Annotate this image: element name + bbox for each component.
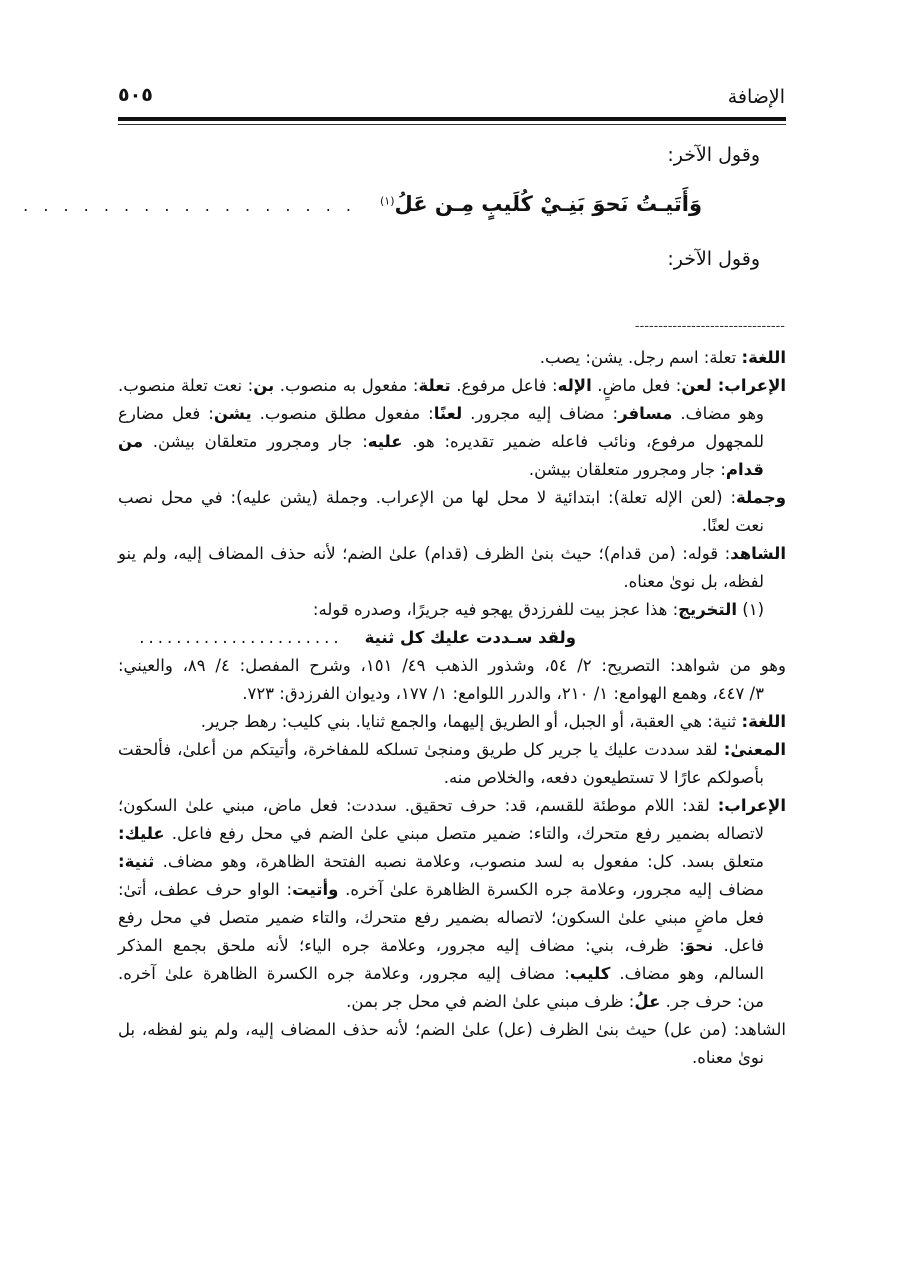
footnote-text: بأصولكم عارًا لا تستطيعون دفعه، والخلاص منه. — [443, 768, 764, 787]
footnote-term: علُ — [634, 992, 661, 1011]
footnote-term: عليك: — [118, 824, 165, 843]
footnote-text: لقد: اللام موطئة للقسم، قد: حرف تحقيق. سددت: فعل ماض، مبني علىٰ السكون؛ — [118, 796, 718, 815]
footnote-text: : الواو حرف عطف، أتىٰ: — [118, 880, 293, 899]
footnote-line — [118, 596, 786, 624]
verse-with-ref — [380, 192, 702, 216]
footnote-line — [118, 484, 786, 512]
footnote-line — [118, 540, 786, 568]
footnote-text: : جار ومجرور متعلقان بيشن. — [143, 432, 368, 451]
footnote-term: الإعراب: لعن — [681, 376, 787, 395]
footnote-text: متعلق بسد. كل: مفعول به لسد منصوب، وعلامة نصبه الفتحة الظاهرة، وهو مضاف. — [154, 852, 764, 871]
header-rule-thin — [118, 124, 786, 125]
footnote-text: لفظه، بل نوىٰ معناه. — [623, 572, 764, 591]
footnote-verse-dots: ...................... — [139, 628, 343, 647]
footnote-text: فاعل. — [713, 936, 764, 955]
footnote-text: لاتصاله بضمير رفع متحرك، والتاء: ضمير متصل مبني علىٰ الضم في محل رفع فاعل. — [164, 824, 764, 843]
footnote-term: لعنًا — [433, 404, 463, 423]
footnote-term: الإله — [557, 376, 592, 395]
footnote-line — [118, 652, 786, 680]
footnote-separator: -------------------------------- — [634, 319, 785, 334]
footnote-text: : فعل ماضٍ. — [591, 376, 682, 395]
footnote-line — [118, 932, 786, 960]
footnotes — [118, 344, 786, 1072]
footnote-text: نعت لعنًا. — [701, 516, 764, 535]
footnote-line — [118, 1044, 786, 1072]
footnote-term: كليب — [569, 964, 611, 983]
footnote-line — [118, 680, 786, 708]
footnote-term: من — [118, 432, 144, 451]
footnote-line — [118, 960, 786, 988]
footnote-line — [118, 372, 786, 400]
footnote-text: : فعل مضارع — [118, 404, 214, 423]
footnote-term: عليه — [367, 432, 403, 451]
footnote-text: : مضاف إليه مجرور، وعلامة جره الكسرة الظاهرة علىٰ آخره. — [118, 964, 570, 983]
verse-text: وَأَتَيـتُ نَحوَ بَنِـيْ كُلَيبٍ مِـن عَلُ — [394, 192, 702, 216]
footnote-term: ثنية: — [118, 852, 155, 871]
footnote-text: : مفعول به منصوب. — [274, 376, 419, 395]
intro-line-1: وقول الآخر: — [667, 144, 760, 166]
footnote-line — [118, 428, 786, 456]
footnote-term: التخريج — [678, 600, 737, 619]
footnote-text: : فاعل مرفوع. — [450, 376, 558, 395]
chapter-title: الإضافة — [727, 86, 785, 108]
footnote-line — [118, 820, 786, 848]
footnote-text: : مفعول مطلق منصوب. — [251, 404, 434, 423]
footnote-term: يشن — [213, 404, 252, 423]
footnote-text: : قوله: (من قدام)؛ حيث بنىٰ الظرف (قدام) علىٰ الضم؛ لأنه حذف المضاف إليه، ولم ينو — [118, 544, 731, 563]
footnote-line — [118, 848, 786, 876]
footnote-text: : ظرف مبني علىٰ الضم في محل جر بمن. — [346, 992, 635, 1011]
footnote-text: من: حرف جر. — [660, 992, 764, 1011]
footnote-text: وهو مضاف. — [672, 404, 764, 423]
footnote-term: مسافر — [618, 404, 673, 423]
footnote-term: قدام — [725, 460, 764, 479]
footnote-text: ثنية: هي العقبة، أو الجبل، أو الطريق إليهما، والجمع ثنايا. بني كليب: رهط جرير. — [200, 712, 742, 731]
footnote-text: : جار ومجرور متعلقان بيشن. — [528, 460, 726, 479]
footnote-term: اللغة: — [741, 712, 786, 731]
footnote-text: : (لعن الإله تعلة): ابتدائية لا محل لها من الإعراب. وجملة (يشن عليه): في محل نصب — [118, 488, 737, 507]
footnote-line — [118, 736, 786, 764]
footnote-line — [118, 512, 786, 540]
footnote-term: الشاهد — [730, 544, 786, 563]
footnote-text: وهو من شواهد: التصريح: ٢/ ٥٤، وشذور الذهب ٤٩/ ١٥١، وشرح المفصل: ٤/ ٨٩، والعيني: — [118, 656, 786, 675]
footnote-term: اللغة: — [741, 348, 786, 367]
footnote-term: بن — [253, 376, 275, 395]
intro-line-2: وقول الآخر: — [667, 248, 760, 270]
footnote-term: نحوَ — [684, 936, 714, 955]
footnote-text: : ظرف، بني: مضاف إليه مجرور، وعلامة جره الياء؛ لأنه ملحق بجمع المذكر — [118, 936, 685, 955]
footnote-line — [118, 1016, 786, 1044]
footnote-text: (١) — [737, 600, 764, 619]
footnote-verse-text: ولقد سـددت عليك كل ثنية — [364, 628, 576, 647]
page-number: ٥٠٥ — [118, 84, 153, 106]
footnote-line — [118, 988, 786, 1016]
footnote-term: المعنىٰ: — [723, 740, 786, 759]
footnote-term: وجملة — [736, 488, 786, 507]
footnote-text: مضاف إليه مجرور، وعلامة جره الكسرة الظاهرة علىٰ آخره. — [338, 880, 764, 899]
footnote-line — [118, 456, 786, 484]
footnote-term: تعلة — [418, 376, 451, 395]
footnote-text: فعل ماضٍ مبني علىٰ السكون؛ لاتصاله بضمير رفع متحرك، والتاء ضمير متصل في محل رفع — [118, 908, 764, 927]
footnote-text: ٣/ ٤٤٧، وهمع الهوامع: ١/ ٢١٠، والدرر اللوامع: ١/ ١٧٧، وديوان الفرزدق: ٧٢٣. — [242, 684, 764, 703]
footnote-line — [118, 624, 786, 652]
footnote-text: : نعت تعلة منصوب. — [118, 376, 254, 395]
verse-dots: . . . . . . . . . . . . . . . . . — [23, 196, 356, 215]
footnote-text: نوىٰ معناه. — [692, 1048, 764, 1067]
footnote-text: : هذا عجز بيت للفرزدق يهجو فيه جريرًا، وصدره قوله: — [312, 600, 679, 619]
footnote-term: الإعراب: — [717, 796, 786, 815]
verse-line — [23, 192, 750, 216]
footnote-line — [118, 904, 786, 932]
footnote-ref[interactable]: (١) — [379, 194, 395, 208]
footnote-line — [118, 792, 786, 820]
footnote-text: : مضاف إليه مجرور. — [462, 404, 619, 423]
footnote-line — [118, 708, 786, 736]
footnote-line — [118, 344, 786, 372]
footnote-text: الشاهد: (من عل) حيث بنىٰ الظرف (عل) علىٰ الضم؛ لأنه حذف المضاف إليه، ولم ينو لفظه، بل — [118, 1020, 786, 1039]
footnote-term: وأتيت — [292, 880, 339, 899]
footnote-text: السالم، وهو مضاف. — [610, 964, 764, 983]
footnote-text: لقد سددت عليك يا جرير كل طريق ومنجىٰ تسلكه للمفاخرة، وأتيتكم من أعلىٰ، فألحقت — [118, 740, 724, 759]
footnote-line — [118, 876, 786, 904]
footnote-line — [118, 568, 786, 596]
footnote-line — [118, 764, 786, 792]
footnote-text: تعلة: اسم رجل. يشن: يصب. — [539, 348, 742, 367]
footnote-line — [118, 400, 786, 428]
header-rule-thick — [118, 117, 786, 121]
footnote-text: للمجهول مرفوع، ونائب فاعله ضمير تقديره: هو. — [402, 432, 764, 451]
